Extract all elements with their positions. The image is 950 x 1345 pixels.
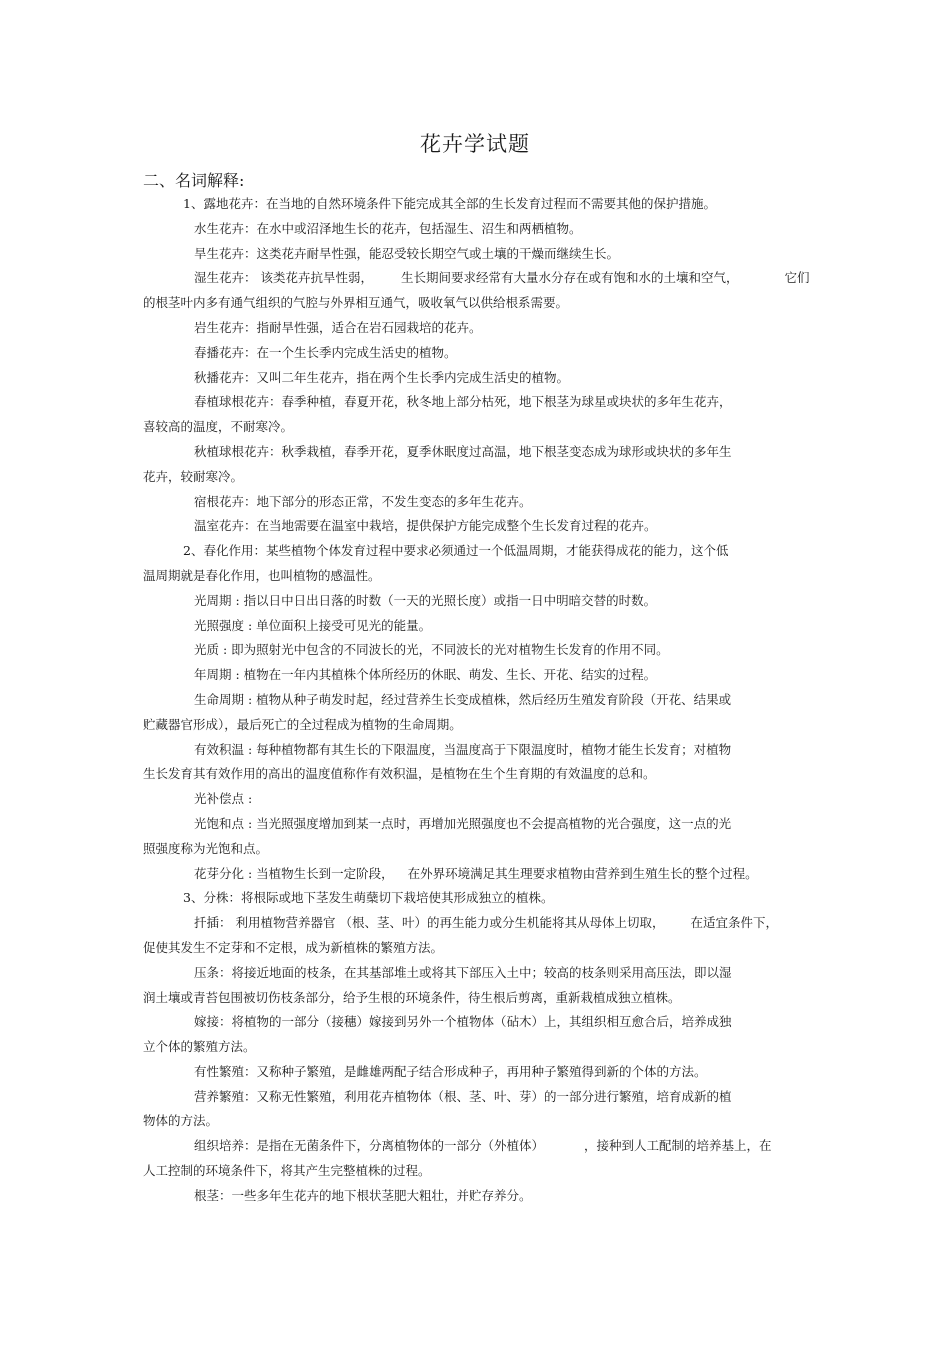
text-line: 3、分株：将根际或地下茎发生萌蘖切下栽培使其形成独立的植株。 bbox=[183, 890, 554, 906]
document-body bbox=[143, 192, 813, 1209]
text-line: 生命周期 : 植物从种子萌发时起，经过营养生长变成植株，然后经历生殖发育阶段（开花、结果或 bbox=[194, 691, 732, 707]
text-line bbox=[143, 1134, 813, 1159]
section-heading: 二、名词解释: bbox=[143, 171, 245, 190]
text-segment: 在外界环境满足其生理要求植物由营养到生殖生长的整个过程。 bbox=[407, 865, 758, 881]
text-segment: 它们 bbox=[784, 270, 810, 286]
text-line bbox=[143, 266, 813, 291]
text-line: 春植球根花卉：春季种植，春夏开花，秋冬地上部分枯死，地下根茎为球星或块状的多年生花卉， bbox=[194, 394, 732, 410]
text-line: 温周期就是春化作用，也叫植物的感温性。 bbox=[143, 567, 381, 583]
text-segment: 扦插： 利用植物营养器官 （根、茎、叶）的再生能力或分生机能将其从母体上切取， bbox=[194, 915, 665, 931]
text-line: 花卉，较耐寒冷。 bbox=[143, 468, 244, 484]
text-line: 秋播花卉：又叫二年生花卉，指在两个生长季内完成生活史的植物。 bbox=[194, 369, 570, 385]
text-line: 生长发育其有效作用的高出的温度值称作有效积温，是植物在生个生育期的有效温度的总和。 bbox=[143, 766, 656, 782]
text-segment: 花芽分化 : 当植物生长到一定阶段， bbox=[194, 865, 394, 881]
text-line: 人工控制的环境条件下，将其产生完整植株的过程。 bbox=[143, 1163, 431, 1179]
text-line: 春播花卉：在一个生长季内完成生活史的植物。 bbox=[194, 344, 457, 360]
text-line: 光周期 : 指以日中日出日落的时数（一天的光照长度）或指一日中明暗交替的时数。 bbox=[194, 592, 657, 608]
text-line bbox=[143, 911, 813, 936]
text-line: 立个体的繁殖方法。 bbox=[143, 1039, 256, 1055]
text-line: 嫁接：将植物的一部分（接穗）嫁接到另外一个植物体（砧木）上，其组织相互愈合后，培养成独 bbox=[194, 1014, 732, 1030]
text-line: 光质 : 即为照射光中包含的不同波长的光，不同波长的光对植物生长发育的作用不同。 bbox=[194, 642, 669, 658]
text-line: 营养繁殖：又称无性繁殖，利用花卉植物体（根、茎、叶、芽）的一部分进行繁殖，培育成新的植 bbox=[194, 1088, 732, 1104]
text-segment: 生长期间要求经常有大量水分存在或有饱和水的土壤和空气， bbox=[400, 270, 739, 286]
text-line: 宿根花卉：地下部分的形态正常，不发生变态的多年生花卉。 bbox=[194, 493, 532, 509]
text-line: 压条：将接近地面的枝条，在其基部堆土或将其下部压入土中；较高的枝条则采用高压法，即以湿 bbox=[194, 964, 732, 980]
text-line: 物体的方法。 bbox=[143, 1113, 219, 1129]
text-line: 照强度称为光饱和点。 bbox=[143, 840, 269, 856]
text-line: 秋植球根花卉：秋季栽植，春季开花，夏季休眠度过高温，地下根茎变态成为球形或块状的多年生 bbox=[194, 443, 732, 459]
text-line: 岩生花卉：指耐旱性强，适合在岩石园栽培的花卉。 bbox=[194, 319, 482, 335]
text-line: 水生花卉：在水中或沼泽地生长的花卉，包括湿生、沼生和两栖植物。 bbox=[194, 220, 582, 236]
text-line: 年周期 : 植物在一年内其植株个体所经历的休眠、萌发、生长、开花、结实的过程。 bbox=[194, 667, 657, 683]
text-line: 贮藏器官形成），最后死亡的全过程成为植物的生命周期。 bbox=[143, 716, 462, 732]
text-line: 光饱和点 : 当光照强度增加到某一点时，再增加光照强度也不会提高植物的光合强度，这一点的光 bbox=[194, 815, 732, 831]
text-line: 有效积温 : 每种植物都有其生长的下限温度，当温度高于下限温度时，植物才能生长发育；对植物 bbox=[194, 741, 732, 757]
text-line: 光照强度 : 单位面积上接受可见光的能量。 bbox=[194, 617, 432, 633]
text-segment: 湿生花卉： 该类花卉抗旱性弱， bbox=[194, 270, 373, 286]
text-line: 2、春化作用：某些植物个体发育过程中要求必须通过一个低温周期，才能获得成花的能力，这个低 bbox=[183, 543, 729, 559]
text-line: 喜较高的温度，不耐寒冷。 bbox=[143, 419, 294, 435]
text-line: 有性繁殖：又称种子繁殖，是雌雄两配子结合形成种子，再用种子繁殖得到新的个体的方法。 bbox=[194, 1063, 707, 1079]
text-line: 温室花卉：在当地需要在温室中栽培，提供保护方能完成整个生长发育过程的花卉。 bbox=[194, 518, 657, 534]
text-segment: 在适宜条件下， bbox=[690, 915, 778, 931]
text-line: 润土壤或青苔包围被切伤枝条部分，给予生根的环境条件，待生根后剪离，重新栽植成独立植株。 bbox=[143, 989, 681, 1005]
text-line: 的根茎叶内多有通气组织的气腔与外界相互通气，吸收氧气以供给根系需要。 bbox=[143, 295, 569, 311]
page-title: 花卉学试题 bbox=[420, 132, 530, 156]
text-line bbox=[143, 862, 813, 887]
text-segment: ，接种到人工配制的培养基上，在 bbox=[584, 1138, 772, 1154]
text-line: 根茎：一些多年生花卉的地下根状茎肥大粗壮，并贮存养分。 bbox=[194, 1187, 532, 1203]
text-line: 1、露地花卉：在当地的自然环境条件下能完成其全部的生长发育过程而不需要其他的保护措施。 bbox=[183, 196, 716, 211]
text-line: 光补偿点 : bbox=[194, 791, 253, 807]
text-line: 促使其发生不定芽和不定根，成为新植株的繁殖方法。 bbox=[143, 939, 444, 955]
text-segment: 组织培养：是指在无菌条件下，分离植物体的一部分（外植体） bbox=[194, 1138, 545, 1154]
text-line: 旱生花卉：这类花卉耐旱性强，能忍受较长期空气或土壤的干燥而继续生长。 bbox=[194, 245, 620, 261]
